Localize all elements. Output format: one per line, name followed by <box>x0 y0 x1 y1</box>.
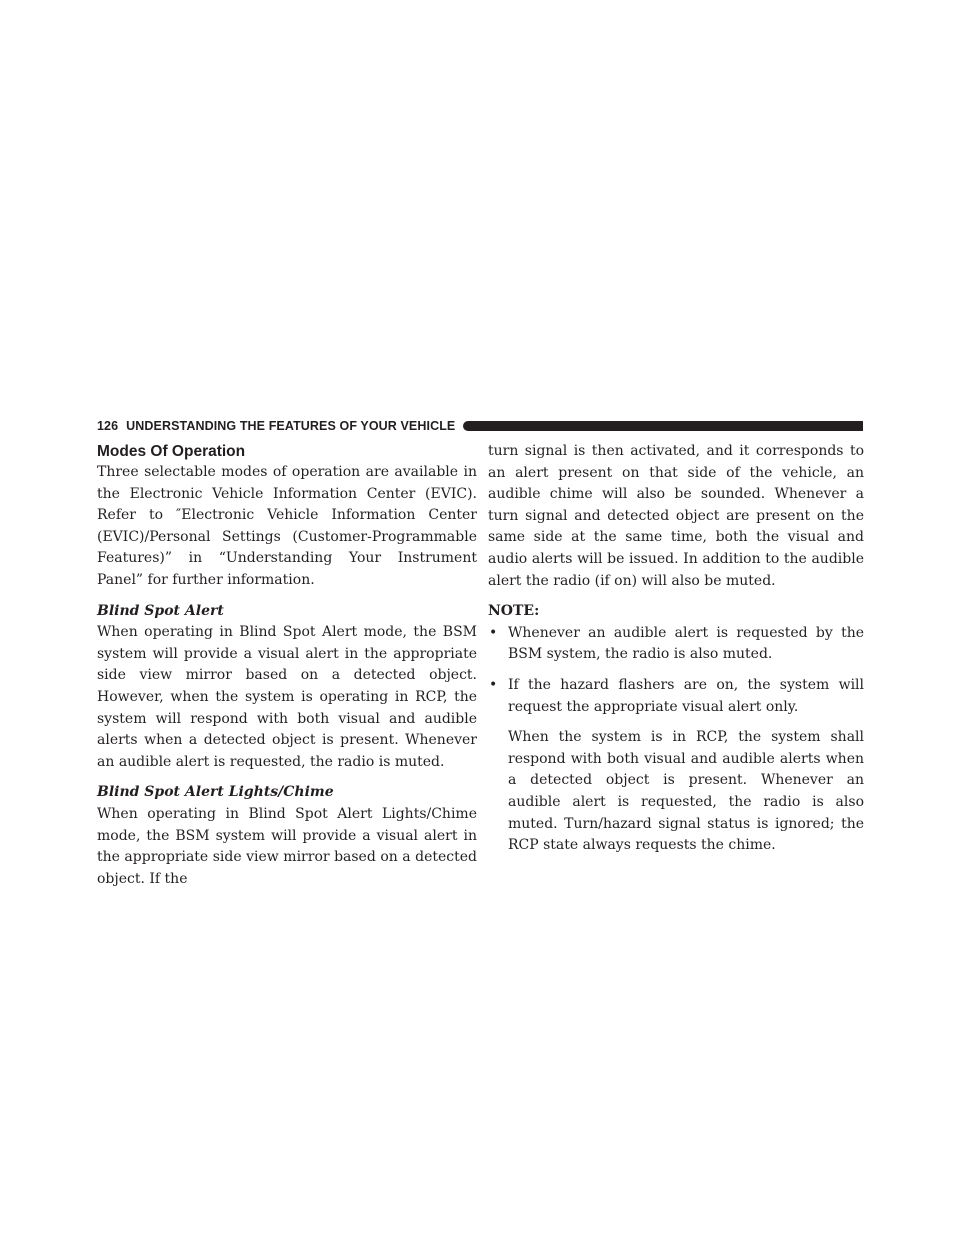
page-header <box>97 418 863 434</box>
lights-chime-paragraph: When operating in Blind Spot Alert Lights/Chime mode, the BSM system will provide a visual alert in the appropriate side view mirror based on a detected object. If the <box>97 805 477 887</box>
note-bullet-item: • Whenever an audible alert is requested by the BSM system, the radio is also muted. <box>488 623 864 666</box>
note-label: NOTE: <box>488 603 540 620</box>
subheading-lights-chime: Blind Spot Alert Lights/Chime <box>97 784 334 801</box>
section-heading: Modes Of Operation <box>97 443 246 460</box>
rcp-indented-paragraph: When the system is in RCP, the system shall respond with both visual and audible alerts when a detected object is present. Whenever an audible alert is requested, the radio is also muted. Turn/hazard signal status is ignored; the RCP state always requests the chime. <box>508 729 864 854</box>
note-bullet-item: • If the hazard flashers are on, the system will request the appropriate visual alert only. <box>488 675 864 718</box>
blind-spot-alert-paragraph: When operating in Blind Spot Alert mode, the BSM system will provide a visual alert in the appropriate side view mirror based on a detected object. However, when the system is operating in RCP, the system will respond with both visual and audible alerts when a detected object is present. Whenever an audible alert is requested, the radio is muted. <box>97 624 477 770</box>
page-number: 126 <box>97 419 119 433</box>
section-title: UNDERSTANDING THE FEATURES OF YOUR VEHICLE <box>126 419 456 433</box>
note-bullet-list <box>488 623 864 718</box>
intro-paragraph: Three selectable modes of operation are available in the Electronic Vehicle Information Center (EVIC). Refer to ″Electronic Vehicle Information Center (EVIC)/Personal Settings (Customer-Programmable Features)” in “Understanding Your Instrument Panel” for further information. <box>97 464 477 588</box>
right-column <box>488 441 864 857</box>
left-column <box>97 441 477 890</box>
continued-paragraph: turn signal is then activated, and it corresponds to an alert present on that side of the vehicle, an audible chime will also be sounded. Whenever a turn signal and detected object are present on the same side at the same time, both the visual and audio alerts will be issued. In addition to the audible alert the radio (if on) will also be muted. <box>488 443 864 589</box>
header-rule <box>463 421 863 431</box>
subheading-blind-spot-alert: Blind Spot Alert <box>97 602 224 619</box>
